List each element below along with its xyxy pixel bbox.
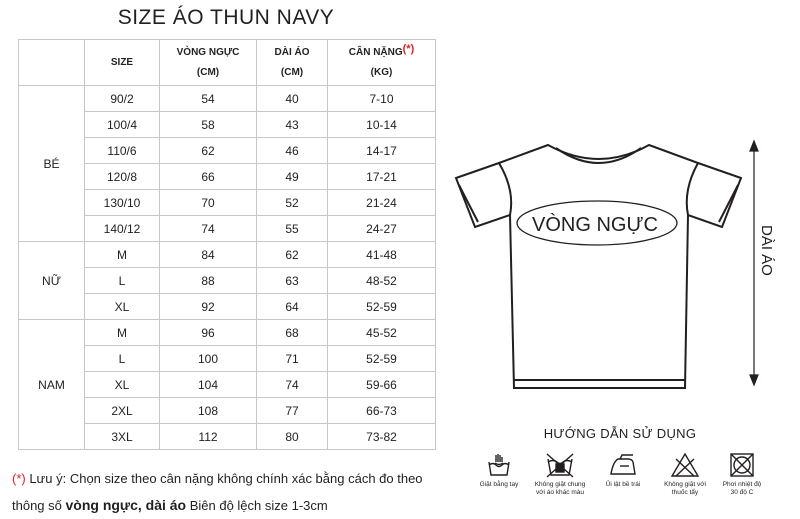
weight-cell: 66-73 <box>328 398 436 424</box>
size-cell: 130/10 <box>85 190 160 216</box>
size-cell: XL <box>85 372 160 398</box>
length-cell: 52 <box>257 190 328 216</box>
length-cell: 43 <box>257 112 328 138</box>
note-text-3: Biên độ lệch size 1-3cm <box>186 498 328 513</box>
care-caption-line1: Phơi nhiệt độ <box>722 481 762 488</box>
size-cell: 110/6 <box>85 138 160 164</box>
length-arrow <box>750 141 758 385</box>
tshirt-left-sleeve-hem <box>459 185 478 222</box>
chest-cell: 100 <box>160 346 257 372</box>
care-dry <box>711 452 773 497</box>
chest-cell: 92 <box>160 294 257 320</box>
weight-cell: 59-66 <box>328 372 436 398</box>
care-title: HƯỚNG DẪN SỬ DỤNG <box>543 426 697 441</box>
size-cell: 3XL <box>85 424 160 450</box>
header-weight <box>328 40 436 86</box>
weight-cell: 21-24 <box>328 190 436 216</box>
group-label: NAM <box>19 320 85 450</box>
size-cell: 120/8 <box>85 164 160 190</box>
care-caption <box>529 481 591 497</box>
note-text-2: thông số <box>12 498 66 513</box>
length-cell: 63 <box>257 268 328 294</box>
header-chest-line2: (CM) <box>196 66 220 78</box>
size-cell: XL <box>85 294 160 320</box>
length-cell: 77 <box>257 398 328 424</box>
size-table <box>18 39 436 450</box>
weight-cell: 17-21 <box>328 164 436 190</box>
table-row <box>19 86 436 112</box>
chest-label: VÒNG NGỰC <box>532 214 658 236</box>
length-cell: 46 <box>257 138 328 164</box>
size-cell: 2XL <box>85 398 160 424</box>
weight-cell: 24-27 <box>328 216 436 242</box>
iron-inside-out-icon <box>607 452 639 478</box>
tshirt-diagram <box>452 130 792 395</box>
chest-cell: 70 <box>160 190 257 216</box>
length-cell: 68 <box>257 320 328 346</box>
care-no-wash-colors <box>529 452 591 497</box>
chest-cell: 84 <box>160 242 257 268</box>
no-bleach-icon <box>670 452 700 478</box>
header-chest-line1: VÒNG NGỰC <box>176 46 240 58</box>
tshirt-right-sleeve-hem <box>719 185 738 222</box>
header-row <box>19 40 436 86</box>
header-weight-line2: (KG) <box>370 66 393 78</box>
weight-cell: 73-82 <box>328 424 436 450</box>
note-text-1: Lưu ý: Chọn size theo cân nặng không chính xác bằng cách đo theo <box>25 471 423 486</box>
care-caption-line2: thuốc tẩy <box>671 489 699 496</box>
care-caption-line2: 30 độ C <box>730 489 754 496</box>
weight-cell: 7-10 <box>328 86 436 112</box>
table-row <box>19 242 436 268</box>
size-cell: 100/4 <box>85 112 160 138</box>
weight-cell: 45-52 <box>328 320 436 346</box>
header-weight-mark: (*) <box>402 42 415 55</box>
no-wash-with-colors-icon <box>545 452 575 478</box>
header-length <box>257 40 328 86</box>
header-length-line2: (CM) <box>280 66 304 78</box>
tshirt-collar <box>556 148 641 163</box>
size-cell: 140/12 <box>85 216 160 242</box>
size-note <box>12 466 452 519</box>
dry-30-icon <box>729 452 755 478</box>
table-row <box>19 320 436 346</box>
length-cell: 71 <box>257 346 328 372</box>
care-iron <box>592 452 654 489</box>
size-cell: L <box>85 268 160 294</box>
size-cell: M <box>85 242 160 268</box>
note-bold: vòng ngực, dài áo <box>65 497 187 513</box>
length-label: DÀI ÁO <box>758 225 775 276</box>
weight-cell: 48-52 <box>328 268 436 294</box>
chest-cell: 96 <box>160 320 257 346</box>
size-cell: 90/2 <box>85 86 160 112</box>
care-no-bleach <box>654 452 716 497</box>
length-cell: 64 <box>257 294 328 320</box>
note-mark: (*) <box>12 471 26 486</box>
care-caption-line1: Giặt bằng tay <box>479 481 519 488</box>
length-cell: 49 <box>257 164 328 190</box>
header-size: SIZE <box>85 40 160 86</box>
length-cell: 40 <box>257 86 328 112</box>
chest-cell: 62 <box>160 138 257 164</box>
header-weight-line1: CÂN NẶNG <box>348 46 403 58</box>
care-caption-line1: Không giặt chung <box>534 481 586 488</box>
chest-cell: 74 <box>160 216 257 242</box>
chest-cell: 108 <box>160 398 257 424</box>
tshirt-right-armhole <box>687 163 698 215</box>
page-title: SIZE ÁO THUN NAVY <box>117 6 335 29</box>
care-caption-line2: với áo khác màu <box>536 489 584 496</box>
chest-cell: 58 <box>160 112 257 138</box>
chest-cell: 66 <box>160 164 257 190</box>
length-cell: 55 <box>257 216 328 242</box>
size-cell: M <box>85 320 160 346</box>
weight-cell: 52-59 <box>328 294 436 320</box>
weight-cell: 41-48 <box>328 242 436 268</box>
tshirt-outline <box>456 145 741 388</box>
length-cell: 80 <box>257 424 328 450</box>
care-caption <box>592 481 654 489</box>
corner-cell <box>19 40 85 86</box>
care-caption <box>711 481 773 497</box>
length-cell: 74 <box>257 372 328 398</box>
care-caption <box>468 481 530 489</box>
care-caption <box>654 481 716 497</box>
chest-cell: 112 <box>160 424 257 450</box>
group-label: NỮ <box>19 242 85 320</box>
group-label: BÉ <box>19 86 85 242</box>
care-hand-wash <box>468 452 530 489</box>
header-chest <box>160 40 257 86</box>
weight-cell: 10-14 <box>328 112 436 138</box>
care-caption-line1: Ủi lật bề trái <box>605 481 641 488</box>
weight-cell: 52-59 <box>328 346 436 372</box>
header-length-line1: DÀI ÁO <box>274 46 310 58</box>
chest-cell: 88 <box>160 268 257 294</box>
tshirt-left-armhole <box>499 163 511 215</box>
chest-cell: 104 <box>160 372 257 398</box>
chest-cell: 54 <box>160 86 257 112</box>
care-caption-line1: Không giặt với <box>664 481 706 488</box>
weight-cell: 14-17 <box>328 138 436 164</box>
hand-wash-icon <box>486 452 512 478</box>
size-cell: L <box>85 346 160 372</box>
length-cell: 62 <box>257 242 328 268</box>
